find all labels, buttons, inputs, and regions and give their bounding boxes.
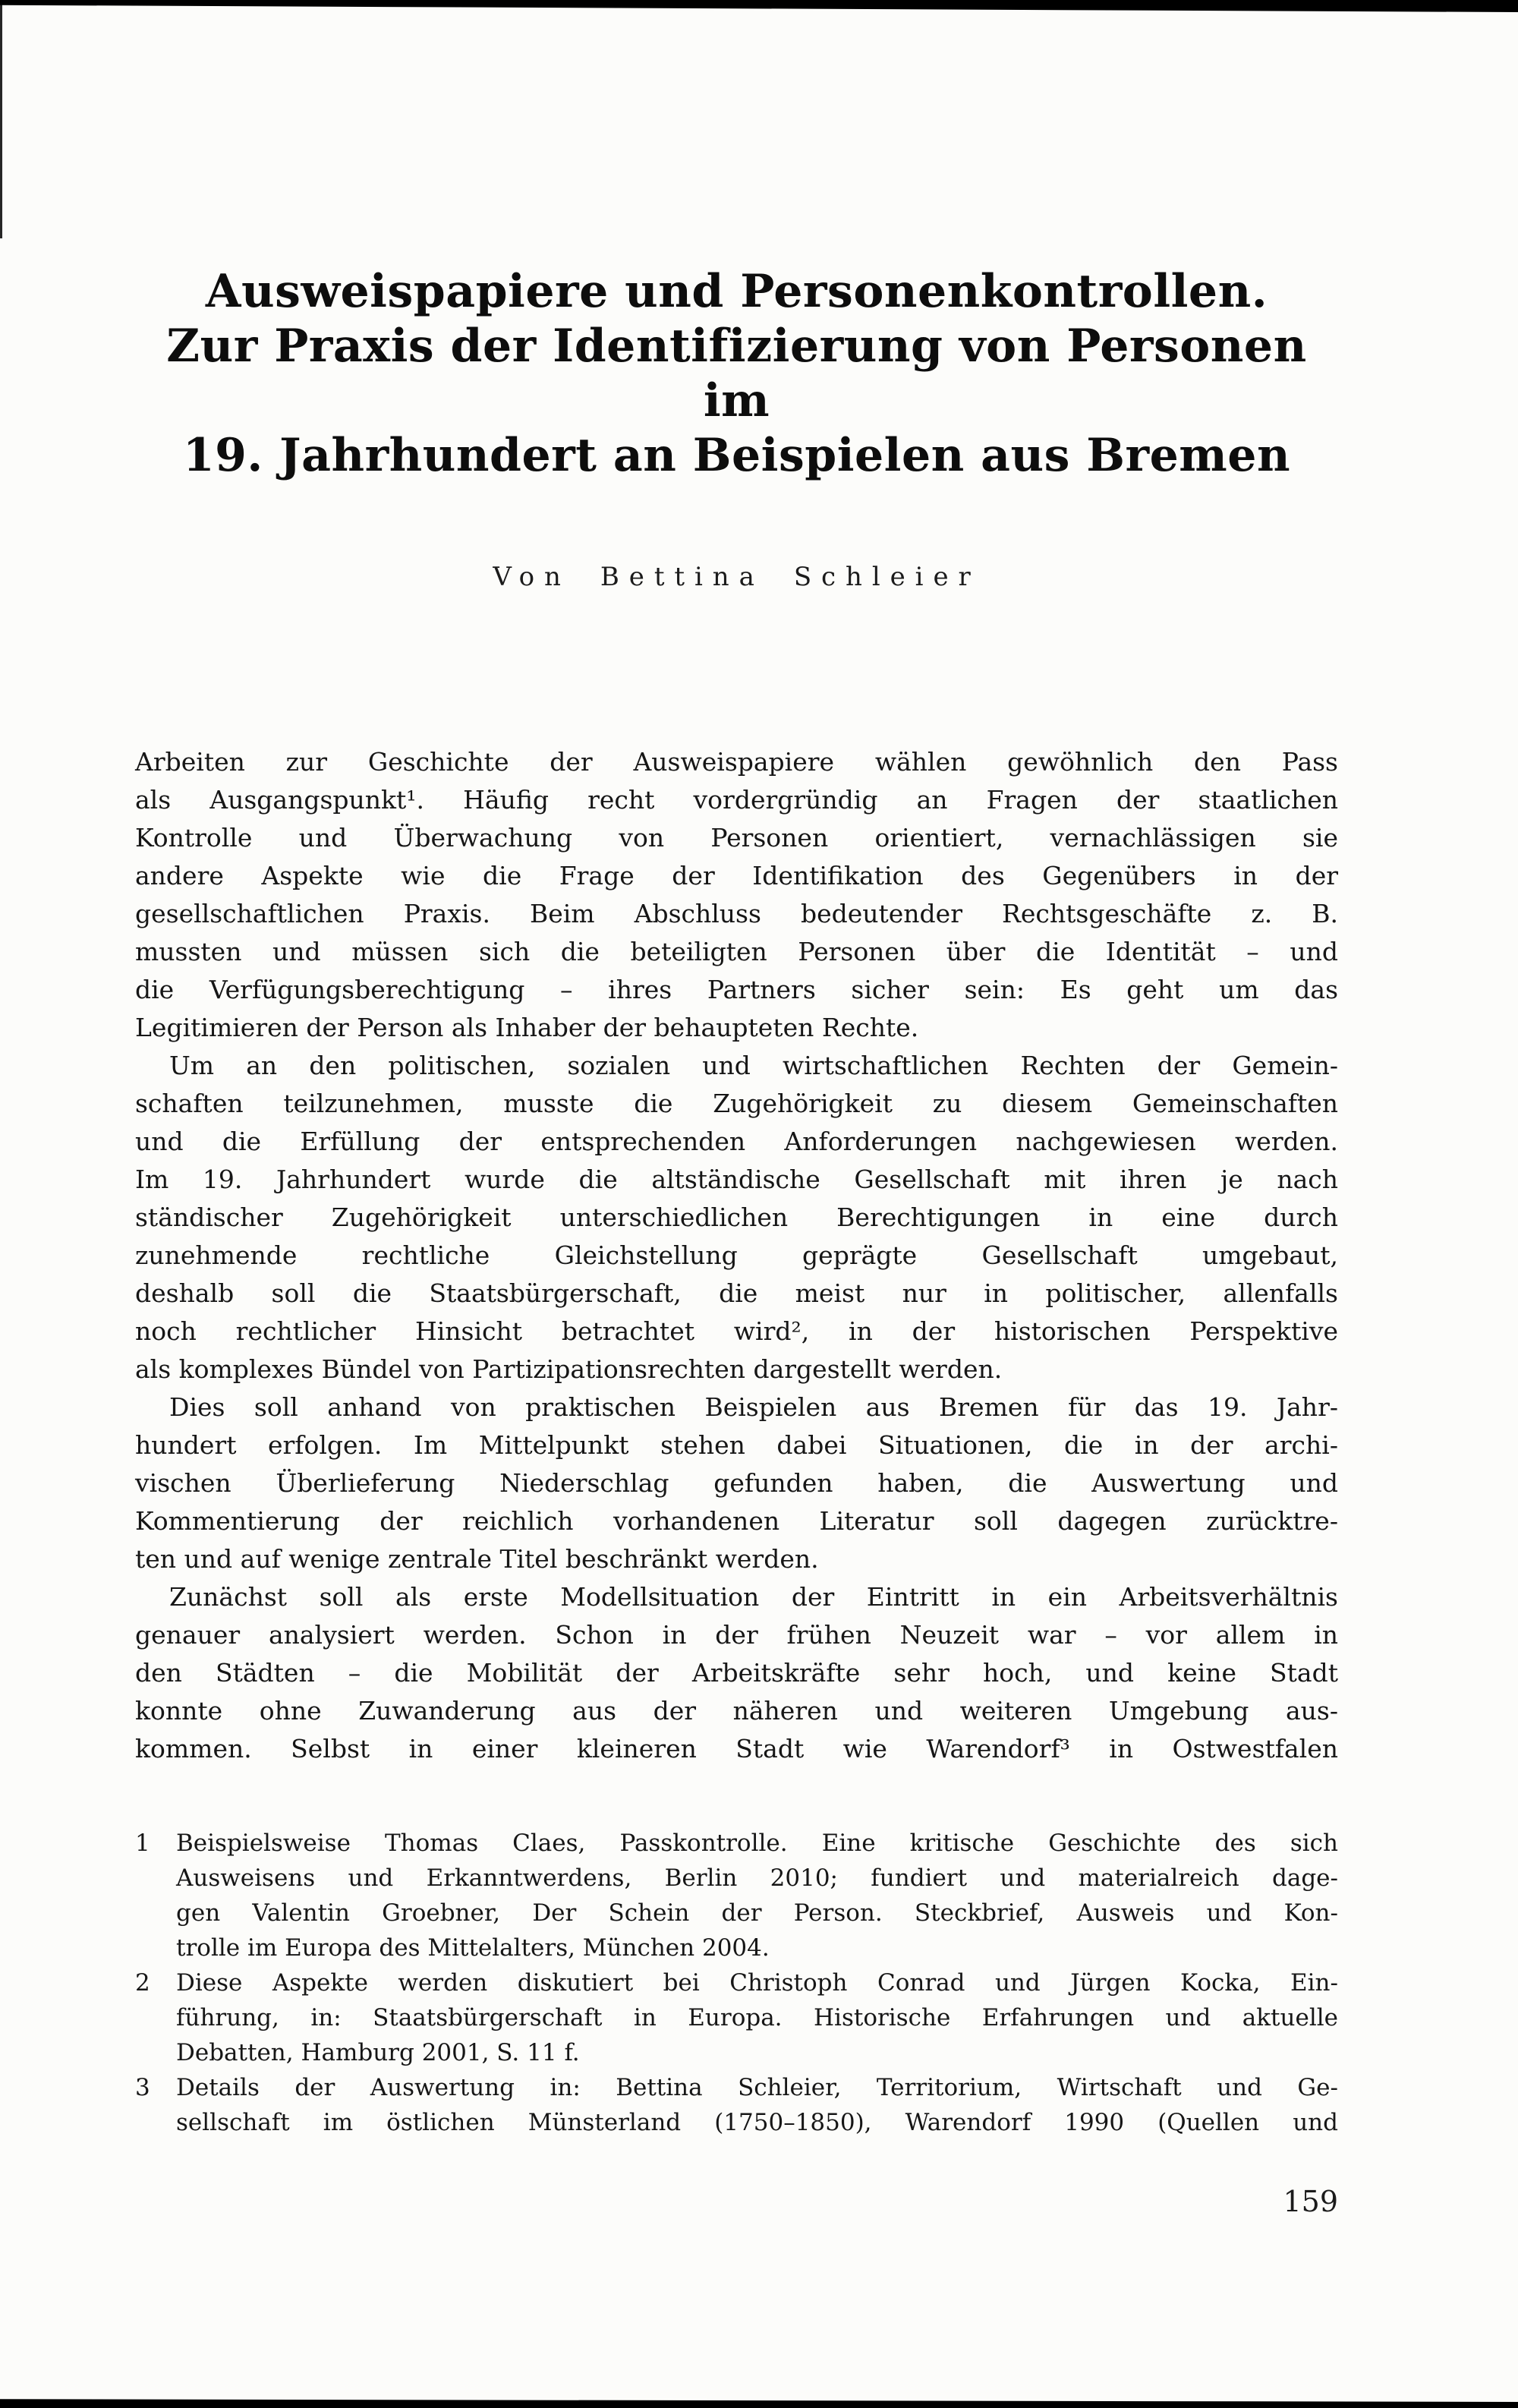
text-line: kommen. Selbst in einer kleineren Stadt wie Warendorf³ in Ostwestfalen	[135, 1734, 1338, 1763]
text-line: Ausweispapiere und Personenkontrollen.	[205, 265, 1268, 318]
text-line: Kommentierung der reichlich vorhandenen Literatur soll dagegen zurücktre-	[135, 1506, 1338, 1536]
text-line: als Ausgangspunkt¹. Häufig recht vordergründig an Fragen der staatlichen	[135, 785, 1338, 815]
paragraph	[135, 1388, 1338, 1578]
paragraph	[135, 743, 1338, 1047]
scan-edge-top	[0, 0, 1518, 12]
text-line: andere Aspekte wie die Frage der Identifikation des Gegenübers in der	[135, 861, 1338, 890]
text-line: Legitimieren der Person als Inhaber der behaupteten Rechte.	[135, 1013, 919, 1042]
text-line: Ausweisens und Erkanntwerdens, Berlin 2010; fundiert und materialreich dage-	[176, 1864, 1338, 1892]
text-line: konnte ohne Zuwanderung aus der näheren und weiteren Umgebung aus-	[135, 1696, 1338, 1726]
text-line: trolle im Europa des Mittelalters, München 2004.	[176, 1934, 770, 1962]
text-line: führung, in: Staatsbürgerschaft in Europa. Historische Erfahrungen und aktuelle	[176, 2004, 1338, 2031]
paragraph	[135, 1047, 1338, 1388]
paragraph	[135, 1578, 1338, 1768]
article-body	[135, 743, 1338, 1768]
page-number: 159	[1283, 2185, 1338, 2218]
text-line: Zur Praxis der Identifizierung von Personen im	[166, 320, 1307, 427]
text-line: Diese Aspekte werden diskutiert bei Christoph Conrad und Jürgen Kocka, Ein-	[176, 1969, 1338, 1997]
text-line: und die Erfüllung der entsprechenden Anforderungen nachgewiesen werden.	[135, 1127, 1338, 1156]
text-line: zunehmende rechtliche Gleichstellung geprägte Gesellschaft umgebaut,	[135, 1240, 1338, 1270]
footnote	[135, 1826, 1338, 1965]
text-line: Kontrolle und Überwachung von Personen orientiert, vernachlässigen sie	[135, 823, 1338, 853]
text-line: hundert erfolgen. Im Mittelpunkt stehen dabei Situationen, die in der archi-	[135, 1430, 1338, 1460]
text-line: Debatten, Hamburg 2001, S. 11 f.	[176, 2039, 580, 2066]
text-line: 19. Jahrhundert an Beispielen aus Bremen	[182, 429, 1291, 482]
text-line: Arbeiten zur Geschichte der Ausweispapiere wählen gewöhnlich den Pass	[135, 747, 1338, 777]
text-line: die Verfügungsberechtigung – ihres Partners sicher sein: Es geht um das	[135, 975, 1338, 1004]
text-line: als komplexes Bündel von Partizipationsrechten dargestellt werden.	[135, 1354, 1003, 1384]
footnote-number: 2	[135, 1969, 150, 1997]
text-line: gesellschaftlichen Praxis. Beim Abschluss bedeutender Rechtsgeschäfte z. B.	[135, 899, 1338, 928]
footnote-number: 3	[135, 2074, 150, 2101]
text-line: genauer analysiert werden. Schon in der frühen Neuzeit war – vor allem in	[135, 1620, 1338, 1650]
text-line: gen Valentin Groebner, Der Schein der Person. Steckbrief, Ausweis und Kon-	[176, 1899, 1338, 1927]
footnote-number: 1	[135, 1830, 150, 1857]
text-line: Um an den politischen, sozialen und wirtschaftlichen Rechten der Gemein-	[169, 1051, 1338, 1080]
text-line: sellschaft im östlichen Münsterland (1750–1850), Warendorf 1990 (Quellen und	[176, 2109, 1338, 2136]
page-content	[0, 264, 1518, 2219]
text-line: schaften teilzunehmen, musste die Zugehörigkeit zu diesem Gemeinschaften	[135, 1089, 1338, 1118]
footnote	[135, 1965, 1338, 2070]
text-line: Zunächst soll als erste Modellsituation der Eintritt in ein Arbeitsverhältnis	[169, 1582, 1338, 1612]
scan-edge-bottom	[0, 2398, 1518, 2408]
text-line: Beispielsweise Thomas Claes, Passkontrolle. Eine kritische Geschichte des sich	[176, 1830, 1338, 1857]
text-line: deshalb soll die Staatsbürgerschaft, die meist nur in politischer, allenfalls	[135, 1278, 1338, 1308]
footnote-text	[176, 2070, 1338, 2140]
article-title	[135, 264, 1338, 483]
footnotes-section	[135, 1826, 1338, 2140]
text-line: noch rechtlicher Hinsicht betrachtet wird², in der historischen Perspektive	[135, 1316, 1338, 1346]
text-line: vischen Überlieferung Niederschlag gefunden haben, die Auswertung und	[135, 1468, 1338, 1498]
footnote-text	[176, 1965, 1338, 2070]
text-line: Dies soll anhand von praktischen Beispielen aus Bremen für das 19. Jahr-	[169, 1392, 1338, 1422]
text-line: Details der Auswertung in: Bettina Schleier, Territorium, Wirtschaft und Ge-	[176, 2074, 1338, 2101]
text-line: mussten und müssen sich die beteiligten Personen über die Identität – und	[135, 937, 1338, 966]
text-line: Im 19. Jahrhundert wurde die altständische Gesellschaft mit ihren je nach	[135, 1165, 1338, 1194]
scan-edge-left	[0, 3, 2, 238]
footnote	[135, 2070, 1338, 2140]
footnote-text	[176, 1826, 1338, 1965]
text-line: ständischer Zugehörigkeit unterschiedlichen Berechtigungen in eine durch	[135, 1202, 1338, 1232]
text-line: ten und auf wenige zentrale Titel beschränkt werden.	[135, 1544, 819, 1574]
text-line: den Städten – die Mobilität der Arbeitskräfte sehr hoch, und keine Stadt	[135, 1658, 1338, 1688]
byline: Von Bettina Schleier	[493, 562, 981, 592]
